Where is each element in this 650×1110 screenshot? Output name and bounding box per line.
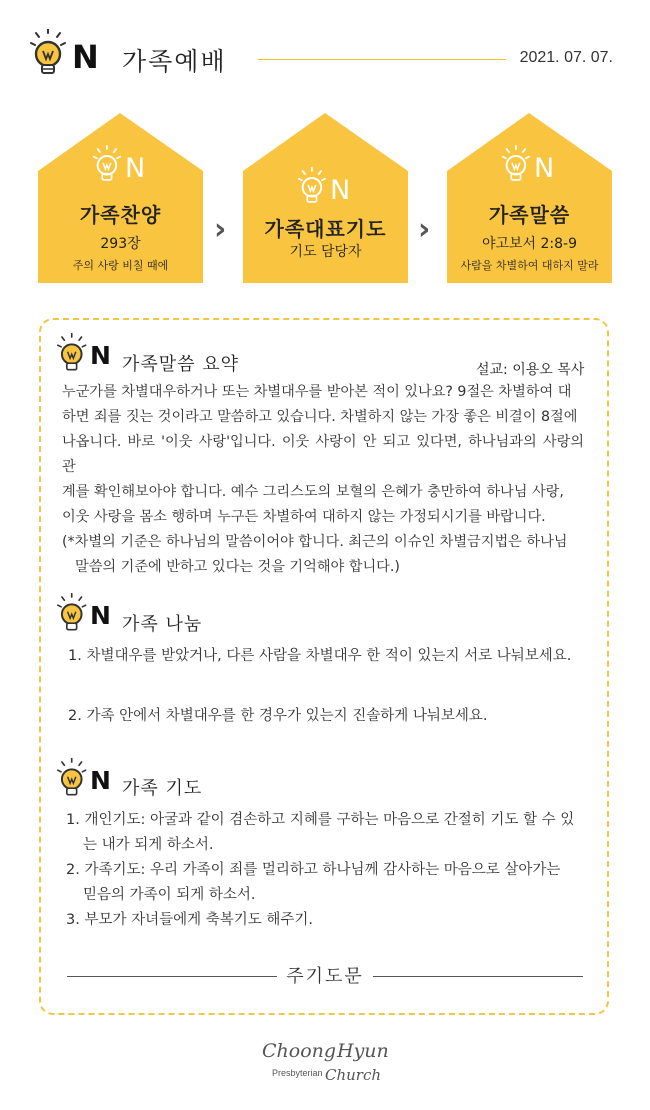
logo-text: Hyun <box>337 1040 389 1062</box>
house-title: 가족말씀 <box>488 203 571 227</box>
on-logo-letter: N <box>90 341 111 370</box>
date-label: 2021. 07. 07. <box>519 49 613 66</box>
header-divider <box>258 59 506 60</box>
house-title: 가족대표기도 <box>264 217 387 241</box>
preacher-label: 설교: 이용오 목사 <box>476 362 585 378</box>
section-title-sharing: 가족 나눔 <box>122 614 203 635</box>
house-title: 가족찬양 <box>79 203 162 227</box>
lightbulb-icon <box>502 145 536 191</box>
lightbulb-icon <box>298 167 332 213</box>
logo-text: Church <box>325 1066 382 1084</box>
summary-line: 나옵니다. 바로 '이웃 사랑'입니다. 이웃 사랑이 안 되고 있다면, 하나님과의 사랑의 관 <box>62 434 584 475</box>
lords-prayer-label: 주기도문 <box>286 966 364 987</box>
house-card-praise <box>38 113 203 283</box>
on-logo-letter: N <box>534 153 555 184</box>
on-logo-letter: N <box>330 175 351 206</box>
page-title: 가족예배 <box>122 47 227 76</box>
house-card-word <box>447 113 612 283</box>
chevron-right-icon: › <box>418 212 431 247</box>
scripture-reference: 야고보서 2:8-9 <box>481 236 578 252</box>
on-logo-letter: N <box>90 766 111 795</box>
prayer-line: 2. 가족기도: 우리 가족이 죄를 멀리하고 하나님께 감사하는 마음으로 살아가는 <box>66 862 561 878</box>
summary-line: 계를 확인해보아야 합니다. 예수 그리스도의 보혈의 은혜가 충만하여 하나님 사랑, <box>62 484 564 500</box>
summary-text <box>62 380 584 580</box>
scripture-title: 사람을 차별하여 대하지 말라 <box>460 259 599 272</box>
prayer-line: 3. 부모가 자녀들에게 축복기도 해주기. <box>66 912 313 928</box>
section-title-summary: 가족말씀 요약 <box>122 354 240 375</box>
logo-text: Choong <box>262 1040 337 1062</box>
prayer-line: 믿음의 가족이 되게 하소서. <box>83 887 256 903</box>
section-title-prayer: 가족 기도 <box>122 778 203 799</box>
summary-line: 말씀의 기준에 반하고 있다는 것을 기억해야 합니다.) <box>75 559 400 575</box>
chevron-right-icon: › <box>214 212 227 247</box>
prayer-leader: 기도 담당자 <box>289 244 362 260</box>
on-logo-letter: N <box>125 153 146 184</box>
lightbulb-icon <box>93 145 127 191</box>
prayer-line: 는 내가 되게 하소서. <box>83 837 214 853</box>
hymn-title: 주의 사랑 비칠 때에 <box>72 259 169 272</box>
lightbulb-icon <box>57 593 93 641</box>
prayer-line: 1. 개인기도: 아굴과 같이 겸손하고 지혜를 구하는 마음으로 간절히 기도 할 수 있 <box>66 812 575 828</box>
summary-line: 이웃 사랑을 몸소 행하며 누구든 차별하여 대하지 않는 가정되시기를 바랍니다. <box>62 509 546 525</box>
on-logo-letter: N <box>72 38 99 76</box>
prayer-list <box>66 808 584 933</box>
lightbulb-icon <box>30 29 74 85</box>
logo-text: Presbyterian <box>272 1068 323 1078</box>
sharing-question: 1. 차별대우를 받았거나, 다른 사람을 차별대우 한 적이 있는지 서로 나눠보세요. <box>68 648 572 664</box>
sharing-question: 2. 가족 안에서 차별대우를 한 경우가 있는지 진솔하게 나눠보세요. <box>68 708 488 724</box>
lightbulb-icon <box>57 758 93 806</box>
footer-divider-right <box>373 976 583 977</box>
lightbulb-icon <box>57 333 93 381</box>
summary-line: 누군가를 차별대우하거나 또는 차별대우를 받아본 적이 있나요? 9절은 차별하여 대 <box>62 384 572 400</box>
house-card-prayer <box>243 113 408 283</box>
summary-line: 하면 죄를 짓는 것이라고 말씀하고 있습니다. 차별하지 않는 가장 좋은 비결이 8절에 <box>62 409 578 425</box>
on-logo-letter: N <box>90 601 111 630</box>
hymn-number: 293장 <box>100 236 141 252</box>
summary-line: (*차별의 기준은 하나님의 말씀이어야 합니다. 최근의 이슈인 차별금지법은 하나님 <box>62 534 568 550</box>
